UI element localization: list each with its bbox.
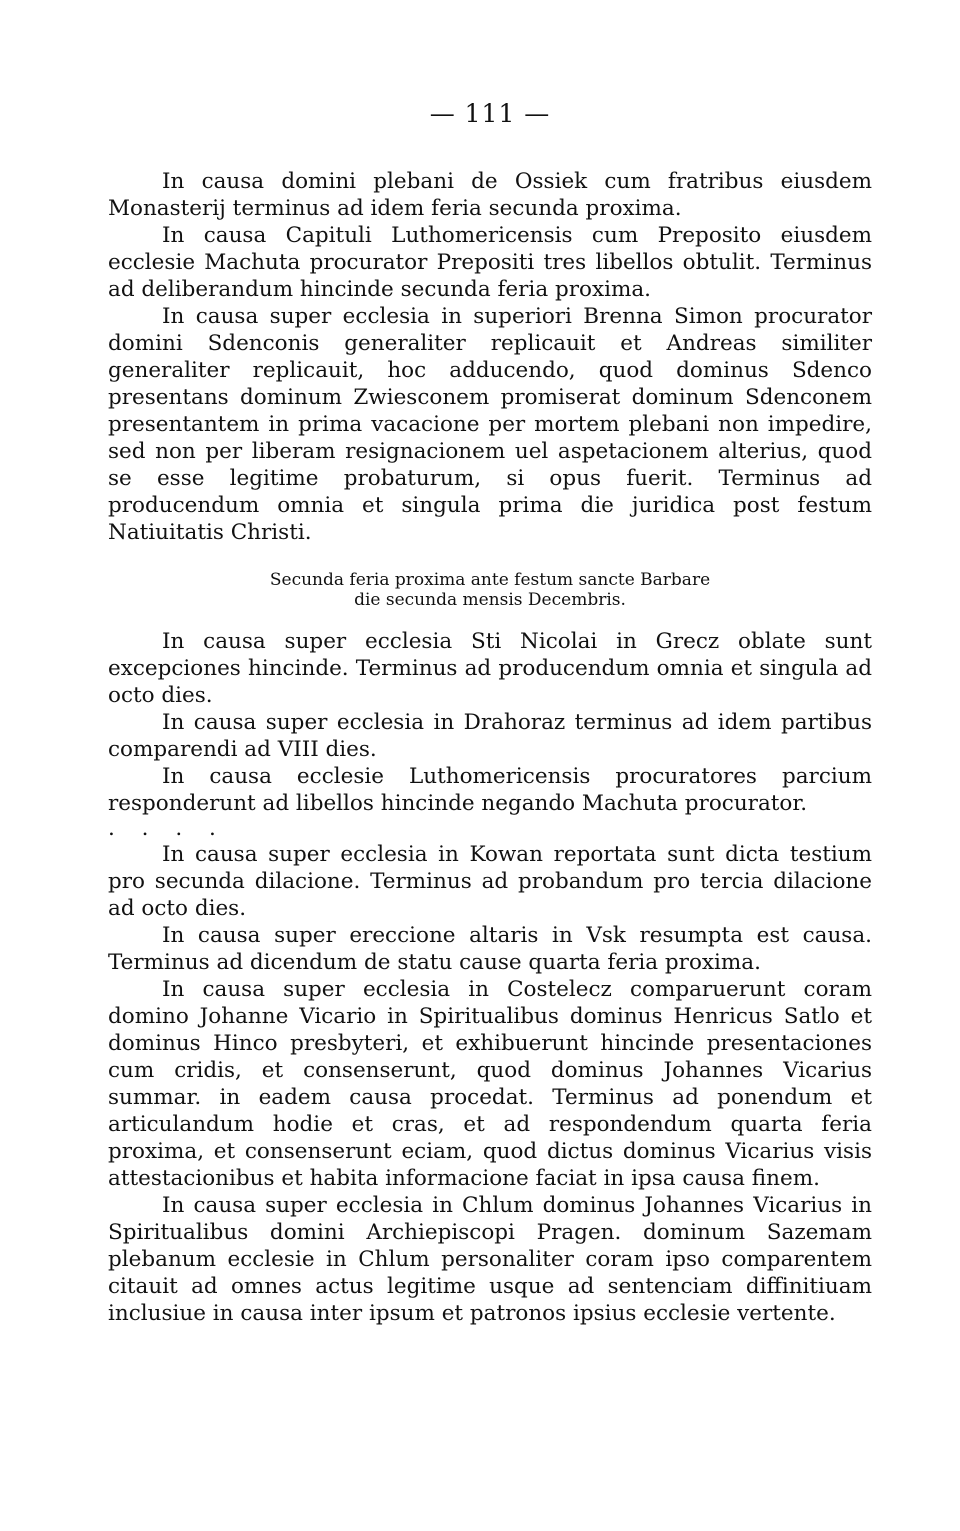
- section-heading: [108, 570, 872, 610]
- omission-marks: . . . .: [108, 816, 226, 841]
- paragraph-vsk: In causa super ereccione altaris in Vsk resumpta est causa. Terminus ad dicendum de statu cause quarta feria proxima.: [108, 923, 872, 975]
- paragraph-ossiek: In causa domini plebani de Ossiek cum fratribus eiusdem Monasterij terminus ad idem feria secunda proxima.: [108, 169, 872, 221]
- section-heading-line-2: die secunda mensis Decembris.: [354, 590, 626, 610]
- document-page: [108, 96, 872, 1327]
- paragraph-ecclesia-luthomericensis: In causa ecclesie Luthomericensis procuratores parcium responderunt ad libellos hincinde negando Machuta procurator.: [108, 764, 872, 816]
- paragraph-superior-brenna: In causa super ecclesia in superiori Brenna Simon procurator domini Sdenconis generaliter replicauit et Andreas similiter generaliter replicauit, hoc adducendo, quod dominus Sdenco presentans dominum Zwiesconem promiserat dominum Sdenconem presentantem in prima vacacione per mortem plebani non impedire, sed non per liberam resignacionem uel aspetacionem alterius, quod se esse legitime probaturum, si opus fuerit. Terminus ad producendum omnia et singula prima die juridica post festum Natiuitatis Christi.: [108, 304, 872, 545]
- paragraph-drahoraz: In causa super ecclesia in Drahoraz terminus ad idem partibus comparendi ad VIII dies.: [108, 710, 872, 762]
- paragraph-capitulum-luthomericense: In causa Capituli Luthomericensis cum Preposito eiusdem ecclesie Machuta procurator Prepositi tres libellos obtulit. Terminus ad deliberandum hincinde secunda feria proxima.: [108, 223, 872, 302]
- paragraph-kowan: In causa super ecclesia in Kowan reportata sunt dicta testium pro secunda dilacione. Terminus ad probandum pro tercia dilacione ad octo dies.: [108, 842, 872, 921]
- paragraph-grecz: In causa super ecclesia Sti Nicolai in Grecz oblate sunt excepciones hincinde. Terminus ad producendum omnia et singula ad octo dies.: [108, 629, 872, 708]
- paragraph-chlum: In causa super ecclesia in Chlum dominus Johannes Vicarius in Spiritualibus domini Archiepiscopi Pragen. dominum Sazemam plebanum ecclesie in Chlum personaliter coram ipso comparentem citauit ad omnes actus legitime usque ad sentenciam diffinitiuam inclusiue in causa inter ipsum et patronos ipsius ecclesie vertente.: [108, 1193, 872, 1326]
- section-heading-line-1: Secunda feria proxima ante festum sancte Barbare: [269, 570, 711, 590]
- page-number: — 111 —: [429, 99, 551, 128]
- paragraph-costelecz: In causa super ecclesia in Costelecz comparuerunt coram domino Johanne Vicario in Spiritualibus dominus Henricus Satlo et dominus Hinco presbyteri, et exhibuerunt hincinde presentaciones cum cridis, et consenserunt, quod dominus Johannes Vicarius summar. in eadem causa procedat. Terminus ad ponendum et articulandum hodie et cras, et ad respondendum quarta feria proxima, et consenserunt eciam, quod dictus dominus Vicarius visis attestacionibus et habita informacione faciat in ipsa causa finem.: [108, 977, 872, 1191]
